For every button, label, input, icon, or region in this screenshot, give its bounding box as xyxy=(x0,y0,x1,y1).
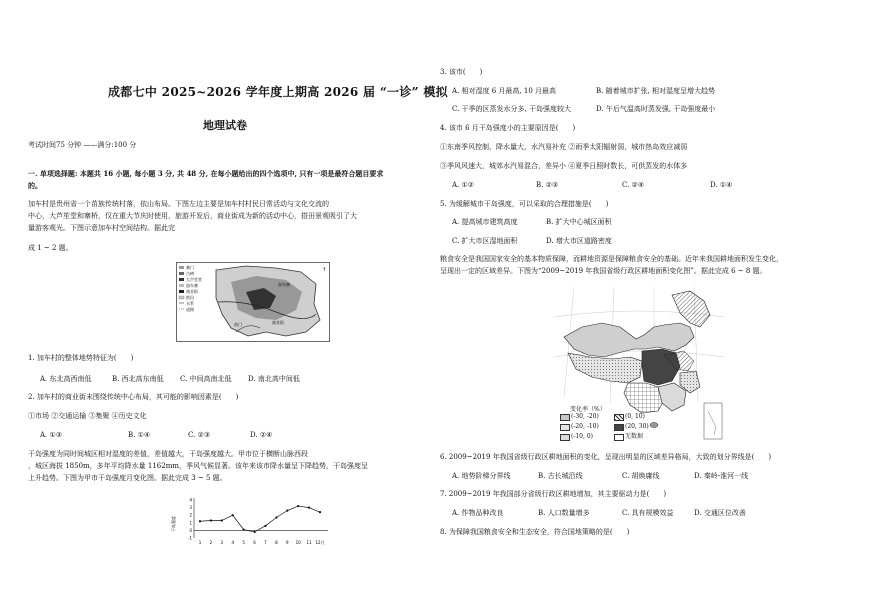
exam-subtitle: 地理试卷 xyxy=(203,119,247,132)
q4-option-b[interactable]: B. ②③ xyxy=(536,181,559,189)
chart-x-tick-label: 9 xyxy=(285,540,289,545)
section1-heading-line2: 的。 xyxy=(28,181,42,190)
q2-option-c[interactable]: C. ②③ xyxy=(188,431,211,439)
legend-swatch xyxy=(179,272,184,275)
map-legend-item: 加车寨 xyxy=(186,283,198,288)
q7-option-c[interactable]: C. 具有规模效益 xyxy=(622,509,674,517)
chart-y-tick-label: 1 xyxy=(189,520,192,526)
section1-heading-line1: 一. 单项选择题: 本题共 16 小题, 每小题 3 分, 共 48 分, 在每小题给出的四个选项中, 只有一项是最符合题目要求 xyxy=(28,169,384,178)
question-2: 2. 加车村的商业街未围绕传统中心布局，其可能的影响因素是( ) xyxy=(28,393,239,401)
q1-option-d[interactable]: D. 南北高中间低 xyxy=(248,375,300,383)
chart-x-tick-label: 12月 xyxy=(315,540,325,545)
question-5: 5. 为缓解城市干岛强度，可以采取的合理措施是( ) xyxy=(440,200,609,208)
q1-option-a[interactable]: A. 东北高西南低 xyxy=(40,375,92,383)
legend-swatch xyxy=(179,278,184,281)
q6-option-c[interactable]: C. 胡焕庸线 xyxy=(622,472,660,480)
chart-x-tick-label: 2 xyxy=(209,540,213,545)
q1-option-c[interactable]: C. 中间高南北低 xyxy=(180,375,232,383)
question-6: 6. 2009~2019 年我国省级行政区耕地面积的变化，呈现出明显的区域差异格局，大致的划分界线是( ) xyxy=(440,453,772,461)
q3-option-d[interactable]: D. 午后气温高时蒸发强, 干岛强度最小 xyxy=(596,105,716,113)
chart-data-point xyxy=(199,520,201,522)
legend-item: (20, 30) xyxy=(625,423,649,430)
chart-data-point xyxy=(308,507,310,509)
chart-data-point xyxy=(232,514,234,516)
chart-y-axis-title: 干岛强度 xyxy=(171,516,176,532)
village-map xyxy=(176,262,330,342)
legend-item: (-10, 0) xyxy=(571,433,593,440)
q5-option-d[interactable]: D. 增大市区道路密度 xyxy=(546,237,612,245)
passage2-line2: ，城区海拔 1850m，多年平均降水量 1162mm，季风气候显著。该年来该市降水量呈下降趋势，干岛强度呈 xyxy=(28,462,368,470)
q3-option-c[interactable]: C. 干季的区蒸发水分多, 干岛强度较大 xyxy=(452,105,572,113)
legend-item: (-20, -10) xyxy=(571,423,599,430)
chart-x-tick-label: 3 xyxy=(220,540,224,545)
map-legend-item: 商业街 xyxy=(186,289,198,294)
china-map-legend xyxy=(560,413,670,445)
exam-info: 考试时间75 分钟 ——满分:100 分 xyxy=(28,141,137,149)
chart-x-tick-label: 8 xyxy=(275,540,278,545)
q4-factors-line2: ③季风风速大，城郊水汽易混合，差异小 ④夏季日照时数长，可供蒸发的水体多 xyxy=(440,162,688,170)
chart-y-tick-label: -1 xyxy=(188,535,192,541)
q3-option-a[interactable]: A. 相对湿度 6 月最高, 10 月最高 xyxy=(452,87,556,95)
chart-data-point xyxy=(319,511,321,513)
map-legend-item: 古树 xyxy=(186,271,194,276)
legend-item: (0, 10) xyxy=(625,413,645,420)
chart-x-tick-label: 7 xyxy=(264,540,267,545)
question-3: 3. 该市( ) xyxy=(440,68,483,76)
chart-x-tick-label: 5 xyxy=(242,540,245,545)
q6-option-a[interactable]: A. 地势阶梯分界线 xyxy=(452,472,511,480)
chart-data-point xyxy=(264,525,266,527)
question-1: 1. 加车村的整体地势特征为( ) xyxy=(28,354,134,362)
q5-option-b[interactable]: B. 扩大中心城区面积 xyxy=(546,218,612,226)
dry-island-chart xyxy=(172,494,332,550)
q2-option-a[interactable]: A. ①③ xyxy=(40,431,63,439)
legend-swatch xyxy=(560,434,570,441)
passage2-line1: 干岛强度为同时间城区相对湿度的差值，差值越大，干岛强度越大。甲市位于横断山脉西段 xyxy=(28,450,308,458)
chart-x-tick-label: 4 xyxy=(231,540,235,545)
passage2-line3: 上升趋势。下图为甲市干岛强度月变化图。据此完成 3 ~ 5 题。 xyxy=(28,474,227,482)
chart-x-tick-label: 11 xyxy=(306,540,312,545)
q4-option-d[interactable]: D. ①④ xyxy=(710,181,733,189)
legend-swatch xyxy=(560,424,570,431)
q6-option-b[interactable]: B. 古长城沿线 xyxy=(538,472,583,480)
map-legend-item: 大芦笙堂 xyxy=(186,277,202,282)
chart-data-point xyxy=(243,529,245,531)
passage1-line1: 加车村是贵州省一个苗族传统村落，依山布局。下图左边主要是加车村村民日常活动与文化交流的 xyxy=(28,200,329,208)
chart-data-point xyxy=(275,516,277,518)
legend-item: 无数据 xyxy=(625,433,644,440)
legend-title: 变化率（%） xyxy=(570,406,606,413)
q2-option-b[interactable]: B. ①④ xyxy=(128,431,151,439)
q2-option-d[interactable]: D. ②④ xyxy=(250,431,273,439)
q4-option-c[interactable]: C. ②④ xyxy=(622,181,645,189)
legend-swatch xyxy=(179,284,184,287)
q7-option-b[interactable]: B. 人口数量增多 xyxy=(538,509,590,517)
north-arrow-icon: ↑ xyxy=(322,267,327,273)
passage3-line1: 粮食安全是我国国家安全的基本物质保障，而耕地资源是保障粮食安全的基础。近年来我国耕地面积发生变化， xyxy=(440,255,783,263)
chart-data-point xyxy=(221,519,223,521)
chart-data-point xyxy=(286,510,288,512)
q1-option-b[interactable]: B. 西北高东南低 xyxy=(112,375,164,383)
legend-swatch xyxy=(614,434,624,441)
question-4: 4. 该市 6 月干岛强度小的主要原因是( ) xyxy=(440,124,576,132)
chart-data-point xyxy=(253,531,255,533)
q7-option-d[interactable]: D. 交通区位改善 xyxy=(694,509,746,517)
chart-y-tick-label: 3 xyxy=(189,505,192,511)
map-label: 商业街 xyxy=(272,320,284,325)
q5-option-c[interactable]: C. 扩大市区湿地面积 xyxy=(452,237,518,245)
legend-swatch xyxy=(614,424,624,431)
chart-series-line xyxy=(200,506,320,532)
map-legend-item: 道路 xyxy=(186,307,194,312)
legend-swatch xyxy=(614,414,624,421)
passage1-line3: 量游客观光。下图示意加车村空间结构。据此完 xyxy=(28,224,175,232)
q4-option-a[interactable]: A. ①② xyxy=(452,181,475,189)
chart-x-tick-label: 6 xyxy=(253,540,256,545)
map-legend-item: 搭田 xyxy=(186,295,194,300)
chart-data-point xyxy=(297,505,299,507)
question-8: 8. 为保障我国粮食安全和生态安全，符合国地策略的是( ) xyxy=(440,528,630,536)
q3-option-b[interactable]: B. 随着城市扩张, 相对湿度呈增大趋势 xyxy=(596,87,716,95)
map-legend-item: 寨门 xyxy=(186,265,194,270)
q7-option-a[interactable]: A. 作物品种改良 xyxy=(452,509,504,517)
legend-swatch xyxy=(560,414,570,421)
question-7: 7. 2009~2019 年我国部分省级行政区耕地增加，其主要驱动力是( ) xyxy=(440,490,667,498)
map-label: 加车寨 xyxy=(278,282,290,287)
chart-data-point xyxy=(210,519,212,521)
map-label: 南门 xyxy=(234,322,242,327)
chart-x-tick-label: 1 xyxy=(198,540,202,545)
legend-swatch xyxy=(179,266,184,269)
passage3-line2: 呈现出一定的区域差异。下图为“2009~2019 年我国省级行政区耕地面积变化图”。据此完成 6 ~ 8 题。 xyxy=(440,267,767,275)
passage1-line4: 成 1 ~ 2 题。 xyxy=(28,244,73,252)
q6-option-d[interactable]: D. 秦岭-淮河一线 xyxy=(694,472,749,480)
exam-title: 成都七中 2025~2026 学年度上期高 2026 届 “一诊” 模拟 xyxy=(108,85,448,99)
passage1-line2: 中心，大芦笙堂和寨桥，仅在重大节庆时使用，旅游开发后，商业街成为新的活动中心，搭田景观吸引了大 xyxy=(28,212,357,220)
chart-y-tick-label: 2 xyxy=(189,512,192,518)
q4-factors-line1: ①东南季风控制，降水量大，水汽易补充 ②雨季太阳辐射弱，城市热岛效应减弱 xyxy=(440,143,688,151)
chart-y-tick-label: 4 xyxy=(189,497,192,503)
chart-y-tick-label: 0 xyxy=(189,527,192,533)
q2-factors: ①市场 ②交通运输 ③集聚 ④历史文化 xyxy=(28,412,147,420)
legend-item: (-30, -20) xyxy=(571,413,599,420)
q5-option-a[interactable]: A. 提高城市建筑高度 xyxy=(452,218,518,226)
legend-swatch xyxy=(179,290,184,293)
chart-x-tick-label: 10 xyxy=(295,540,301,545)
legend-swatch xyxy=(179,296,184,299)
map-legend-item: 水系 xyxy=(186,301,194,306)
